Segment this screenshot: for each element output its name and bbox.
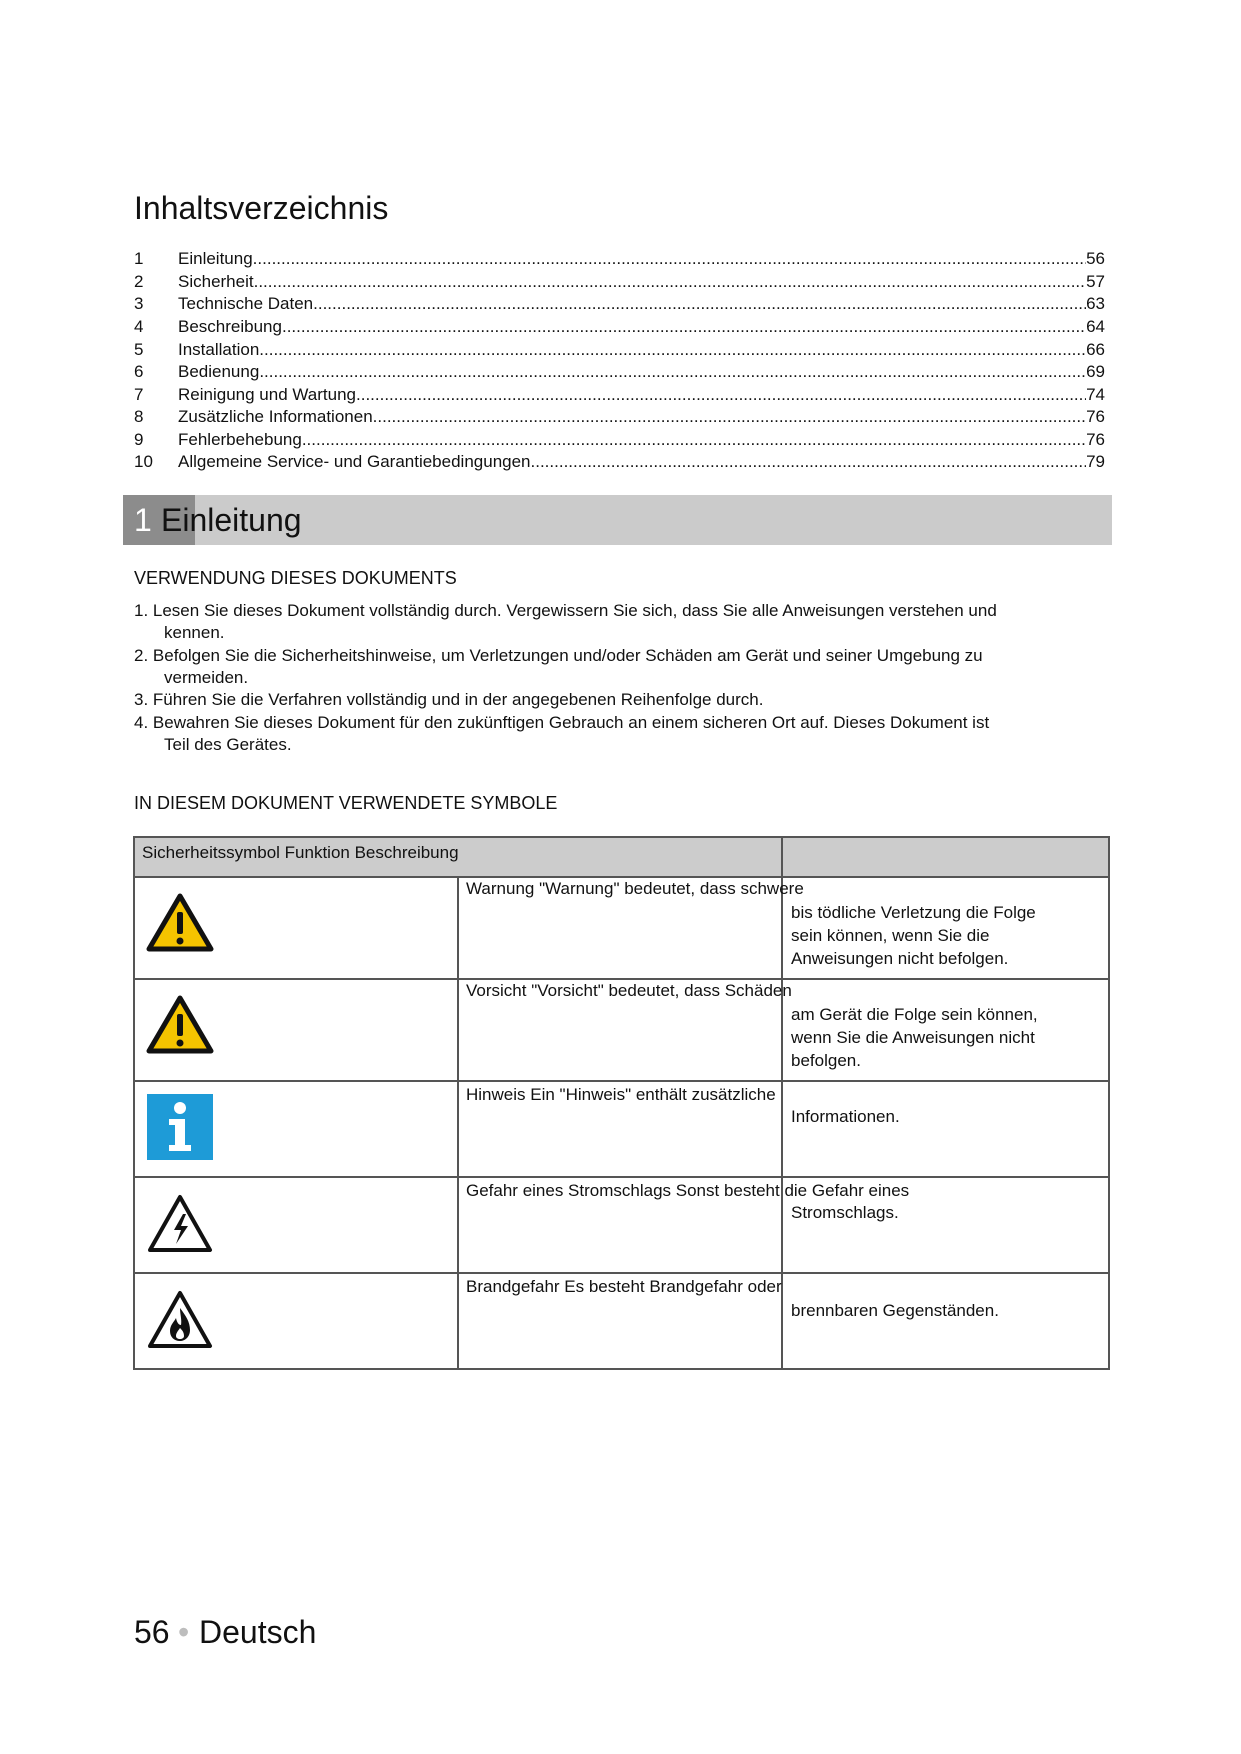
warning-icon [146,892,214,957]
section-title: Einleitung [161,502,302,538]
toc-entry-label: Bedienung [178,362,260,381]
toc-entry-label: Einleitung [178,249,253,268]
list-item-text: 3. Führen Sie die Verfahren vollständig und in der angegebenen Reihenfolge durch. [134,690,764,709]
table-border [133,1368,1110,1370]
toc-entry-label: Zusätzliche Informationen [178,407,373,426]
toc-entry[interactable] [134,406,1105,428]
list-item-continuation: Teil des Gerätes. [164,735,292,754]
toc-entry-leader [356,384,1086,406]
toc-title: Inhaltsverzeichnis [134,190,389,226]
toc-entry-label: Sicherheit [178,272,254,291]
list-item-continuation: vermeiden. [164,668,249,687]
table-cell-description: sein können, wenn Sie die [791,926,990,945]
list-item [134,689,1104,711]
table-cell-function: Brandgefahr Es besteht Brandgefahr oder [466,1277,782,1296]
toc-entry-number: 6 [134,362,144,381]
list-item [134,645,1104,689]
toc-entry-leader [259,361,1086,383]
toc-entry[interactable] [134,384,1105,406]
table-border [457,876,459,1370]
toc-entry-leader [531,451,1087,473]
list-item [134,600,1104,644]
fire-hazard-icon [146,1288,214,1355]
toc-entry-number: 1 [134,249,144,268]
list-item-text: 2. Befolgen Sie die Sicherheitshinweise, um Verletzungen und/oder Schäden am Gerät und seiner Umgebung zu [134,646,983,665]
toc-entry-number: 3 [134,294,144,313]
electric-shock-icon [146,1192,214,1259]
toc-entry-leader [313,293,1086,315]
table-header-text: Sicherheitssymbol Funktion Beschreibung [142,843,459,862]
toc-entry-page: 56 [1086,249,1105,268]
info-icon [147,1094,213,1165]
toc-entry-page: 57 [1086,272,1105,291]
toc-entry-leader [259,339,1086,361]
toc-entry-number: 2 [134,272,144,291]
caution-icon [146,994,214,1059]
toc-entry[interactable] [134,293,1105,315]
toc-entry-page: 69 [1086,362,1105,381]
page-number: 56 [134,1614,170,1650]
toc-entry-number: 10 [134,452,153,471]
toc-entry[interactable] [134,429,1105,451]
usage-heading: VERWENDUNG DIESES DOKUMENTS [134,568,457,588]
symbols-heading: IN DIESEM DOKUMENT VERWENDETE SYMBOLE [134,793,558,813]
table-border [1108,836,1110,1370]
toc-entry-label: Beschreibung [178,317,282,336]
table-border [133,836,1110,838]
toc-entry-number: 5 [134,340,144,359]
toc-entry-number: 7 [134,385,144,404]
list-item-continuation: kennen. [164,623,225,642]
table-cell-description: Informationen. [791,1107,900,1126]
list-item-text: 4. Bewahren Sie dieses Dokument für den zukünftigen Gebrauch an einem sicheren Ort auf. Dieses Dokument ist [134,713,990,732]
table-cell-function: Hinweis Ein "Hinweis" enthält zusätzliche [466,1085,776,1104]
toc-entry-leader [253,248,1086,270]
footer-separator: • [178,1614,190,1650]
toc-entry-number: 9 [134,430,144,449]
toc-entry-page: 63 [1086,294,1105,313]
toc-entry-number: 8 [134,407,144,426]
table-border [133,1176,1110,1178]
toc-entry-page: 76 [1086,430,1105,449]
toc-entry-page: 66 [1086,340,1105,359]
list-item-text: 1. Lesen Sie dieses Dokument vollständig durch. Vergewissern Sie sich, dass Sie alle Anweisungen verstehen und [134,601,997,620]
table-cell-function: Gefahr eines Stromschlags Sonst besteht die Gefahr eines [466,1181,910,1200]
table-cell-description: am Gerät die Folge sein können, [791,1005,1038,1024]
table-cell-function: Warnung "Warnung" bedeutet, dass schwere [466,879,804,898]
toc-entry-label: Fehlerbehebung [178,430,302,449]
toc-entry-label: Reinigung und Wartung [178,385,356,404]
footer-language: Deutsch [199,1614,317,1650]
toc-entry[interactable] [134,271,1105,293]
toc-entry-page: 74 [1086,385,1105,404]
toc-entry-leader [373,406,1086,428]
toc-entry-page: 76 [1086,407,1105,426]
section-number: 1 [134,502,152,538]
toc-entry-leader [254,271,1086,293]
toc-entry-label: Allgemeine Service- und Garantiebedingungen [178,452,531,471]
toc-entry-page: 79 [1086,452,1105,471]
toc-entry[interactable] [134,248,1105,270]
table-border [133,1272,1110,1274]
toc-entry[interactable] [134,339,1105,361]
table-cell-description: brennbaren Gegenständen. [791,1301,999,1320]
table-border [133,1080,1110,1082]
table-cell-function: Vorsicht "Vorsicht" bedeutet, dass Schäden [466,981,792,1000]
toc-entry-label: Technische Daten [178,294,314,313]
table-cell-description: Anweisungen nicht befolgen. [791,949,1009,968]
table-cell-description: Stromschlags. [791,1203,899,1222]
toc-entry-number: 4 [134,317,144,336]
toc-entry-leader [302,429,1086,451]
table-cell-description: befolgen. [791,1051,861,1070]
list-item [134,712,1104,756]
toc-entry-page: 64 [1086,317,1105,336]
toc-entry[interactable] [134,361,1105,383]
toc-entry[interactable] [134,451,1105,473]
toc-entry-label: Installation [178,340,260,359]
table-cell-description: wenn Sie die Anweisungen nicht [791,1028,1035,1047]
table-border [133,836,135,1370]
toc-entry[interactable] [134,316,1105,338]
toc-entry-leader [282,316,1086,338]
table-cell-description: bis tödliche Verletzung die Folge [791,903,1036,922]
